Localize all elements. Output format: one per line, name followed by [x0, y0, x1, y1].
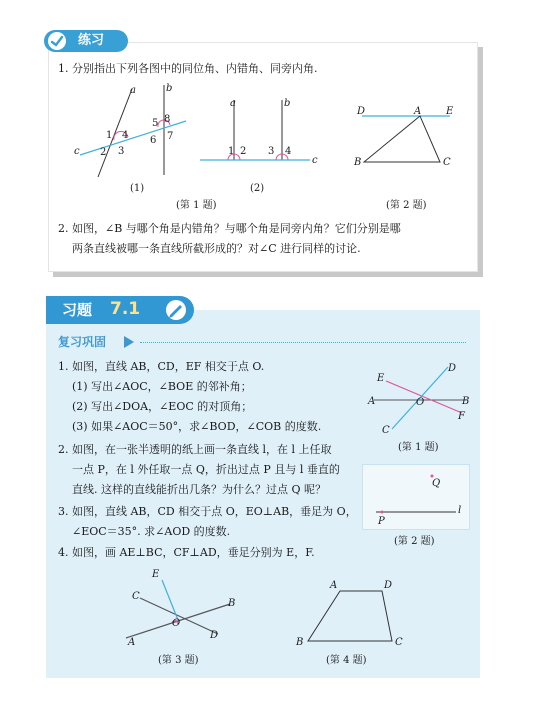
- p2-angle-3: 3: [268, 146, 275, 157]
- exercise-q3-line2: ∠EOC＝35°. 求∠AOD 的度数.: [72, 525, 231, 538]
- q4fig-label-D: D: [384, 580, 393, 591]
- exercise-q2-line2: 一点 P，在 l 外任取一点 Q，折出过点 P 且与 l 垂直的: [72, 463, 340, 476]
- fig2-label-B: B: [354, 157, 362, 168]
- q3fig-label-D: D: [210, 630, 219, 641]
- q4fig-label-C: C: [395, 637, 403, 648]
- p1-angle-1: 1: [106, 130, 113, 141]
- practice-title: 练习: [78, 33, 105, 48]
- q2fig-label-Q: Q: [432, 478, 441, 489]
- p1-angle-8: 8: [164, 114, 171, 125]
- practice-question-2-line2: 两条直线被哪一条直线所截形成的？对∠C 进行同样的讨论.: [72, 242, 361, 255]
- exercise-fig-q2-caption: (第 2 题): [394, 536, 435, 547]
- q1fig-label-A: A: [368, 396, 376, 407]
- q4fig-label-B: B: [296, 637, 304, 648]
- exercise-fig-q4: [300, 585, 400, 645]
- exercise-q1-part2: (2) 写出∠DOA，∠EOC 的对顶角；: [72, 400, 253, 413]
- triangle-arrow-icon: [124, 336, 136, 348]
- p1-angle-4: 4: [122, 130, 129, 141]
- exercise-q1-part1: (1) 写出∠AOC，∠BOE 的邻补角；: [72, 380, 252, 393]
- p1-label-a: a: [130, 85, 136, 96]
- practice-question-2-line1: 2. 如图，∠B 与哪个角是内错角？与哪个角是同旁内角？它们分别是哪: [58, 222, 401, 235]
- exercise-fig-q3-caption: (第 3 题): [158, 655, 199, 666]
- q4fig-label-A: A: [330, 580, 338, 591]
- q2fig-label-l: l: [458, 505, 462, 516]
- q3fig-label-B: B: [228, 598, 236, 609]
- p1-angle-2: 2: [100, 147, 107, 158]
- practice-question-1: 1. 分别指出下列各图中的同位角、内错角、同旁内角.: [58, 62, 318, 75]
- exercise-fig-q4-caption: (第 4 题): [326, 655, 367, 666]
- exercise-fig-q3: [120, 568, 240, 648]
- q1fig-label-D: D: [448, 363, 457, 374]
- exercise-q4: 4. 如图，画 AE⊥BC，CF⊥AD，垂足分别为 E，F.: [58, 546, 315, 559]
- exercise-q3-line1: 3. 如图，直线 AB，CD 相交于点 O，EO⊥AB，垂足为 O，: [58, 505, 357, 518]
- q3fig-label-E: E: [152, 569, 160, 580]
- q1fig-label-C: C: [382, 425, 390, 436]
- p1-angle-6: 6: [150, 135, 157, 146]
- exercise-title: 习题: [62, 301, 93, 319]
- q2fig-label-P: P: [378, 516, 385, 527]
- q1fig-label-E: E: [377, 373, 385, 384]
- fig2-label-A: A: [414, 106, 422, 117]
- exercise-q1-part3: (3) 如果∠AOC＝50°，求∠BOD，∠COB 的度数.: [72, 420, 322, 433]
- q1fig-label-F: F: [458, 411, 465, 422]
- exercise-q2-line3: 直线. 这样的直线能折出几条？为什么？过点 Q 呢？: [72, 483, 327, 496]
- p1-sub-caption: (1): [130, 183, 145, 194]
- exercise-number: 7.1: [110, 299, 141, 319]
- exercise-fig-q1-caption: (第 1 题): [398, 442, 439, 453]
- p1-angle-5: 5: [152, 118, 159, 129]
- p2-angle-1: 1: [228, 146, 235, 157]
- q1fig-label-O: O: [416, 397, 425, 408]
- q1fig-label-B: B: [462, 396, 470, 407]
- practice-fig1-part2: [200, 100, 320, 170]
- fig2-label-D: D: [357, 106, 366, 117]
- fig2-label-E: E: [446, 106, 454, 117]
- practice-fig2-caption: (第 2 题): [386, 200, 427, 211]
- p1-label-b: b: [166, 83, 173, 94]
- p1-label-c: c: [74, 146, 80, 157]
- review-heading: 复习巩固: [58, 335, 107, 349]
- practice-fig1-caption: (第 1 题): [176, 200, 217, 211]
- fig2-label-C: C: [443, 157, 451, 168]
- p2-label-c: c: [312, 155, 318, 166]
- p2-label-a: a: [230, 98, 236, 109]
- pencil-icon: [164, 300, 188, 320]
- exercise-q2-line1: 2. 如图，在一张半透明的纸上画一条直线 l，在 l 上任取: [58, 443, 332, 456]
- q3fig-label-O: O: [172, 618, 181, 629]
- exercise-q1-stem: 1. 如图，直线 AB，CD，EF 相交于点 O.: [58, 360, 265, 373]
- p2-angle-2: 2: [240, 146, 247, 157]
- q3fig-label-A: A: [128, 637, 136, 648]
- p2-label-b: b: [284, 98, 291, 109]
- pencil-badge-icon: [48, 32, 66, 50]
- p1-angle-3: 3: [118, 146, 125, 157]
- review-divider: [140, 342, 466, 343]
- p2-sub-caption: (2): [250, 183, 265, 194]
- q3fig-label-C: C: [132, 591, 140, 602]
- p1-angle-7: 7: [167, 131, 174, 142]
- p2-angle-4: 4: [285, 146, 292, 157]
